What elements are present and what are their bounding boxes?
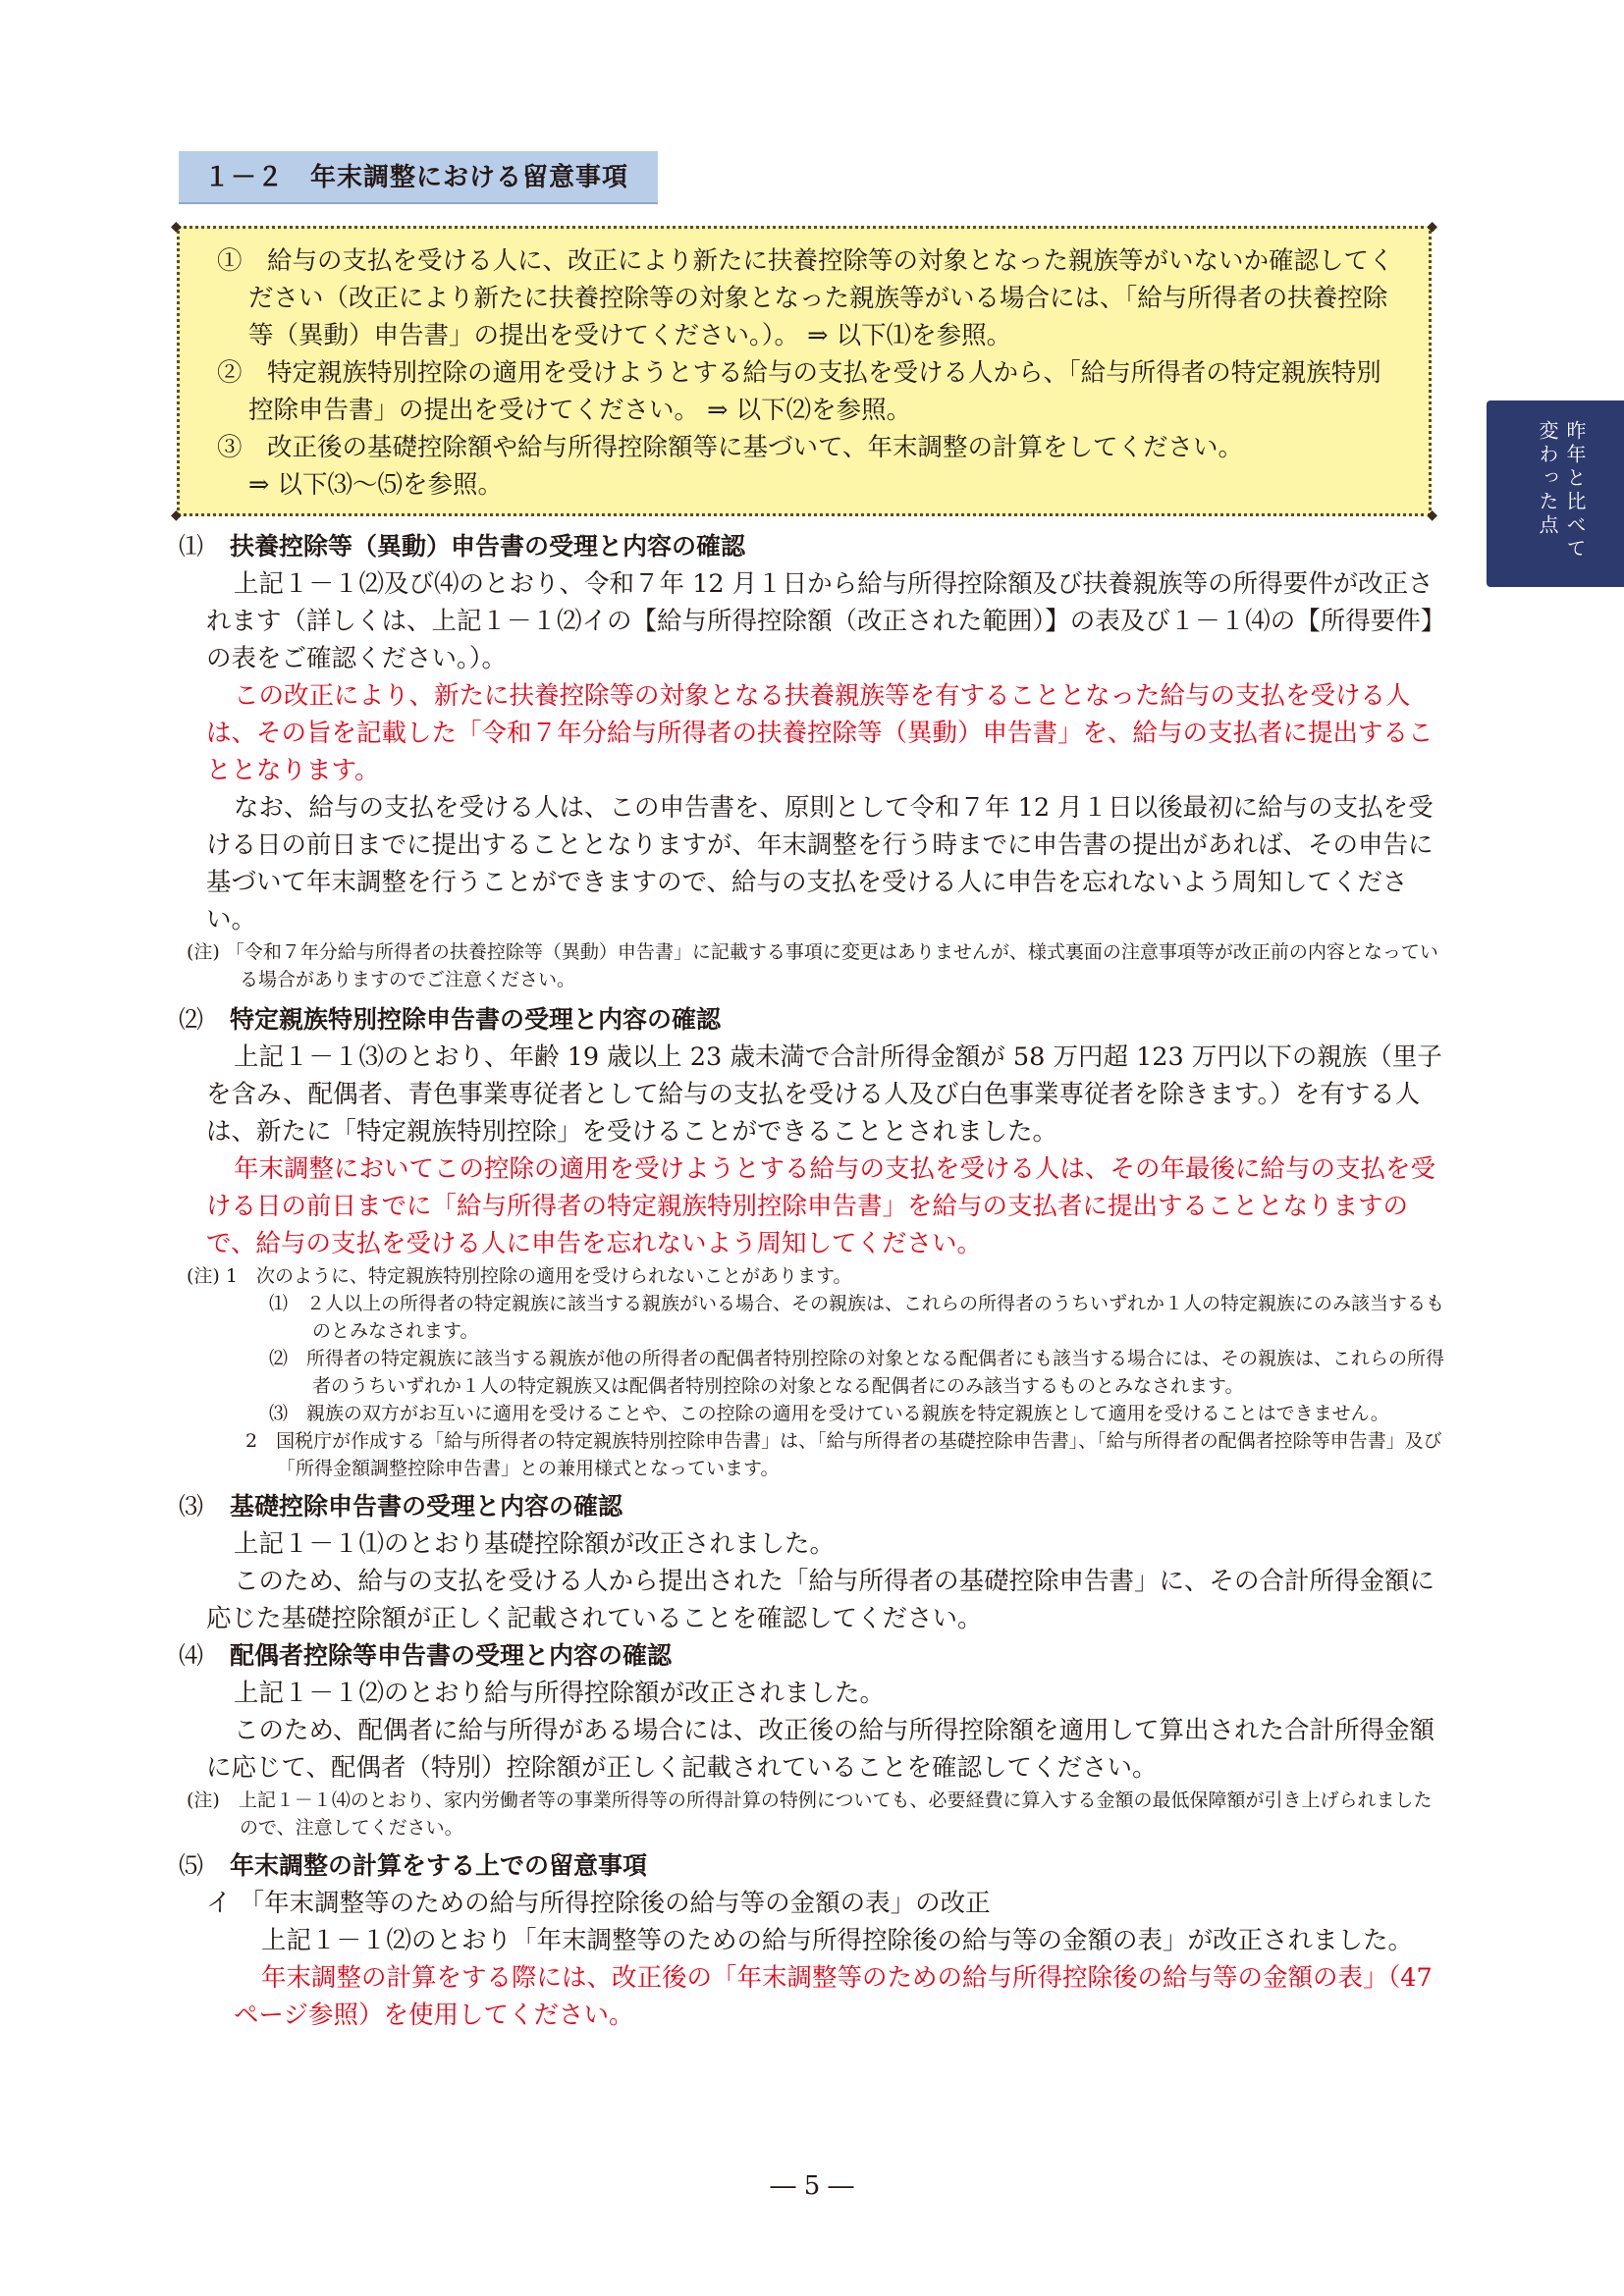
section-number: ⑸ [179,1851,204,1880]
paragraph: 上記１－１⑵のとおり給与所得控除額が改正されました。 [234,1679,886,1708]
notice-box [171,219,1437,523]
section-number: ⑷ [179,1641,204,1670]
section-number: ⑶ [179,1492,204,1521]
section-title-text: 配偶者控除等申告書の受理と内容の確認 [230,1641,673,1670]
corner-diamond-icon: ◆ [1427,507,1437,523]
side-tab-line: 変わった点 [1536,420,1559,538]
section-title-text: 特定親族特別控除申告書の受理と内容の確認 [230,1005,722,1034]
paragraph: 上記１－１⑵のとおり「年末調整等のための給与所得控除後の給与等の金額の表」が改正されました。 [261,1926,1414,1955]
footnote: (注) 上記１－１⑷のとおり、家内労働者等の事業所得等の所得計算の特例についても、必要経費に算入する金額の最低保障額が引き上げられましたので、注意してください。 [187,1789,1433,1839]
section-title [179,1637,1445,1675]
paragraph-highlight: 年末調整の計算をする際には、改正後の「年末調整等のための給与所得控除後の給与等の金額の表」（47 ページ参照）を使用してください。 [234,1963,1433,2030]
section-title-text: 基礎控除申告書の受理と内容の確認 [230,1492,623,1521]
paragraph: 上記１－１⑵及び⑷のとおり、令和７年 12 月１日から給与所得控除額及び扶養親族等の所得要件が改正されます（詳しくは、上記１－１⑵イの【給与所得控除額（改正された範囲）】の表及び１－１⑷の【所得要件】の表をご確認ください。）。 [206,569,1434,673]
footnote: 2 国税庁が作成する「給与所得者の特定親族特別控除申告書」は、「給与所得者の基礎控除申告書」、「給与所得者の配偶者控除等申告書」及び「所得金額調整控除申告書」との兼用様式となっています。 [245,1430,1442,1479]
section-number: ⑴ [179,532,204,561]
section-number: ⑵ [179,1005,204,1034]
page-number: ― 5 ― [770,2171,854,2201]
section-heading: １－２ 年末調整における留意事項 [179,151,658,204]
section-title [179,1847,1445,1885]
notice-item: ① 給与の支払を受ける人に、改正により新たに扶養控除等の対象となった親族等がいないか確認してください（改正により新たに扶養控除等の対象となった親族等がいる場合には、「給与所得者の扶養控除等（異動）申告書」の提出を受けてください。）。 ⇒ 以下⑴を参照。 [217,246,1394,350]
section-title [179,1488,1445,1525]
section-title-text: 年末調整の計算をする上での留意事項 [230,1851,648,1880]
corner-diamond-icon: ◆ [171,507,182,523]
paragraph: 上記１－１⑶のとおり、年齢 19 歳以上 23 歳未満で合計所得金額が 58 万円超 123 万円以下の親族（里子を含み、配偶者、青色事業専従者として給与の支払を受ける人及び白色事業専従者を除きます。）を有する人は、新たに「特定親族特別控除」を受けることができることとされました。 [206,1042,1442,1147]
paragraph: なお、給与の支払を受ける人は、この申告書を、原則として令和７年 12 月１日以後最初に給与の支払を受ける日の前日までに提出することとなりますが、年末調整を行う時までに申告書の提出があれば、その申告に基づいて年末調整を行うことができますので、給与の支払を受ける人に申告を忘れないよう周知してください。 [206,793,1434,934]
footnote-item: ⑵ 所得者の特定親族に該当する親族が他の所得者の配偶者特別控除の対象となる配偶者にも該当する場合には、その親族は、これらの所得者のうちいずれか１人の特定親族又は配偶者特別控除の対象となる配偶者にのみ該当するものとみなされます。 [269,1348,1445,1397]
footnote: (注) 「令和７年分給与所得者の扶養控除等（異動）申告書」に記載する事項に変更はありませんが、様式裏面の注意事項等が改正前の内容となっている場合がありますのでご注意ください。 [187,941,1438,990]
notice-item: ③ 改正後の基礎控除額や給与所得控除額等に基づいて、年末調整の計算をしてください。 [217,433,1243,462]
side-tab-line: 昨年と比べて [1563,420,1587,561]
notice-item: ⇒ 以下⑶～⑸を参照。 [248,470,503,500]
paragraph-highlight: 年末調整においてこの控除の適用を受けようとする給与の支払を受ける人は、その年最後に給与の支払を受ける日の前日までに「給与所得者の特定親族特別控除申告書」を給与の支払者に提出することとなりますので、給与の支払を受ける人に申告を忘れないよう周知してください。 [206,1154,1436,1258]
footnote-item: ⑴ ２人以上の所得者の特定親族に該当する親族がいる場合、その親族は、これらの所得者のうちいずれか１人の特定親族にのみ該当するものとみなされます。 [269,1293,1445,1342]
paragraph-highlight: この改正により、新たに扶養控除等の対象となる扶養親族等を有することとなった給与の支払を受ける人は、その旨を記載した「令和７年分給与所得者の扶養控除等（異動）申告書」を、給与の支払者に提出することとなります。 [206,681,1434,785]
footnote: (注) 1 次のように、特定親族特別控除の適用を受けられないことがあります。 [187,1265,852,1287]
paragraph: 上記１－１⑴のとおり基礎控除額が改正されました。 [234,1529,836,1559]
main-content [179,528,1445,2034]
section-title [179,1001,1445,1039]
subsection-title: イ 「年末調整等のための給与所得控除後の給与等の金額の表」の改正 [206,1889,991,1918]
corner-diamond-icon: ◆ [1427,219,1437,235]
notice-item: ② 特定親族特別控除の適用を受けようとする給与の支払を受ける人から、「給与所得者の特定親族特別控除申告書」の提出を受けてください。 ⇒ 以下⑵を参照。 [217,358,1381,425]
section-title [179,528,1445,565]
section-title-text: 扶養控除等（異動）申告書の受理と内容の確認 [230,532,746,561]
corner-diamond-icon: ◆ [171,219,182,235]
paragraph: このため、給与の支払を受ける人から提出された「給与所得者の基礎控除申告書」に、その合計所得金額に応じた基礎控除額が正しく記載されていることを確認してください。 [206,1567,1435,1633]
paragraph: このため、配偶者に給与所得がある場合には、改正後の給与所得控除額を適用して算出された合計所得金額に応じて、配偶者（特別）控除額が正しく記載されていることを確認してください。 [206,1716,1435,1783]
side-tab [1487,400,1624,587]
footnote-item: ⑶ 親族の双方がお互いに適用を受けることや、この控除の適用を受けている親族を特定親族として適用を受けることはできません。 [269,1403,1389,1424]
